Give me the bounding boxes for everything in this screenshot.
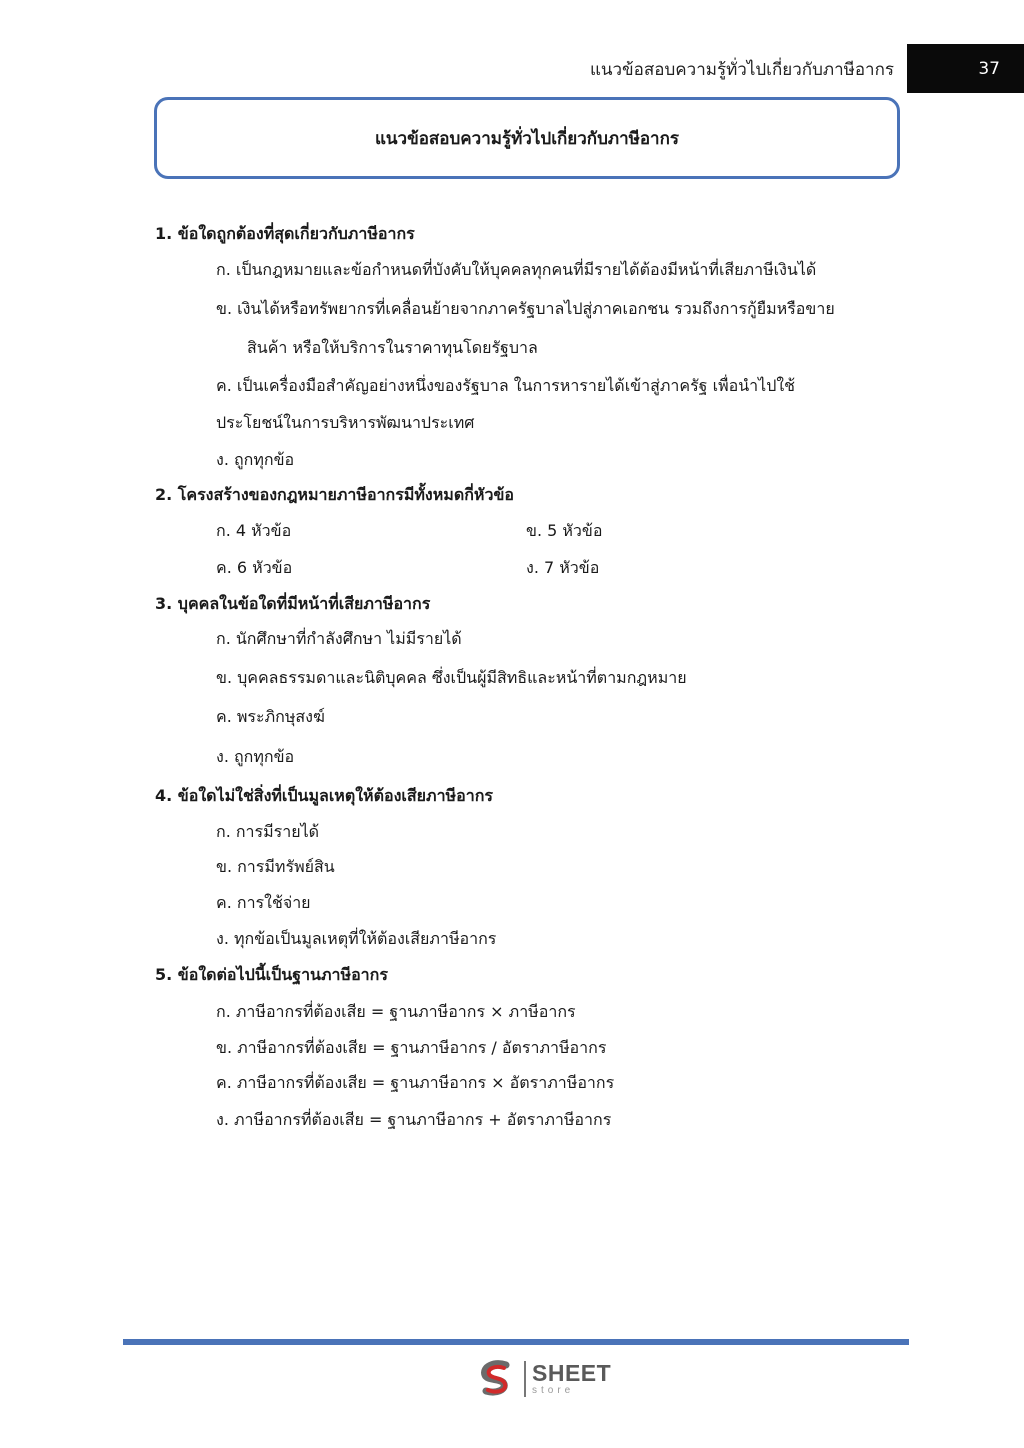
logo-separator [524,1361,526,1397]
sheet-store-logo-icon [476,1359,516,1399]
section-title-box [154,97,900,179]
page-number-tab [907,44,1024,93]
question-3: 3. บุคคลในข้อใดที่มีหน้าที่เสียภาษีอากร [155,594,431,613]
question-2-option-b: ข. 5 หัวข้อ [526,521,603,540]
page-number: 37 [978,58,1000,79]
question-3-option-c: ค. พระภิกษุสงฆ์ [216,707,325,726]
question-4-option-c: ค. การใช้จ่าย [216,893,311,912]
logo-subtext: store [532,1385,575,1396]
question-2-option-c: ค. 6 หัวข้อ [216,558,293,577]
logo-wordmark: SHEET [532,1360,612,1386]
question-1-option-c-continued: ประโยชน์ในการบริหารพัฒนาประเทศ [216,413,475,432]
question-2-option-a: ก. 4 หัวข้อ [216,521,292,540]
question-5-option-b: ข. ภาษีอากรที่ต้องเสีย = ฐานภาษีอากร / อัตราภาษีอากร [216,1038,607,1057]
question-1-option-b: ข. เงินได้หรือทรัพยากรที่เคลื่อนย้ายจากภาครัฐบาลไปสู่ภาคเอกชน รวมถึงการกู้ยืมหรือขาย [216,299,835,318]
question-4-option-a: ก. การมีรายได้ [216,822,320,841]
question-3-option-a: ก. นักศึกษาที่กำลังศึกษา ไม่มีรายได้ [216,629,462,648]
question-1-option-a: ก. เป็นกฎหมายและข้อกำหนดที่บังคับให้บุคคลทุกคนที่มีรายได้ต้องมีหน้าที่เสียภาษีเงินได้ [216,260,817,279]
question-5: 5. ข้อใดต่อไปนี้เป็นฐานภาษีอากร [155,965,388,984]
question-2: 2. โครงสร้างของกฎหมายภาษีอากรมีทั้งหมดกี่หัวข้อ [155,485,514,504]
question-5-option-c: ค. ภาษีอากรที่ต้องเสีย = ฐานภาษีอากร × อัตราภาษีอากร [216,1073,615,1092]
question-1-option-d: ง. ถูกทุกข้อ [216,450,295,469]
running-header-title: แนวข้อสอบความรู้ทั่วไปเกี่ยวกับภาษีอากร [589,60,894,80]
question-4-option-d: ง. ทุกข้อเป็นมูลเหตุที่ให้ต้องเสียภาษีอากร [216,929,497,948]
question-4-option-b: ข. การมีทรัพย์สิน [216,857,335,876]
question-3-option-b: ข. บุคคลธรรมดาและนิติบุคคล ซึ่งเป็นผู้มีสิทธิและหน้าที่ตามกฎหมาย [216,668,687,687]
question-1-option-b-continued: สินค้า หรือให้บริการในราคาทุนโดยรัฐบาล [247,338,538,357]
question-3-option-d: ง. ถูกทุกข้อ [216,747,295,766]
question-5-option-d: ง. ภาษีอากรที่ต้องเสีย = ฐานภาษีอากร + อัตราภาษีอากร [216,1110,612,1129]
section-title: แนวข้อสอบความรู้ทั่วไปเกี่ยวกับภาษีอากร [374,128,680,149]
question-1-option-c: ค. เป็นเครื่องมือสำคัญอย่างหนึ่งของรัฐบาล ในการหารายได้เข้าสู่ภาครัฐ เพื่อนำไปใช้ [216,376,796,395]
question-5-option-a: ก. ภาษีอากรที่ต้องเสีย = ฐานภาษีอากร × ภาษีอากร [216,1002,576,1021]
sheet-store-logo [476,1357,611,1401]
footer-divider [123,1339,909,1345]
question-1: 1. ข้อใดถูกต้องที่สุดเกี่ยวกับภาษีอากร [155,224,415,243]
question-4: 4. ข้อใดไม่ใช่สิ่งที่เป็นมูลเหตุให้ต้องเสียภาษีอากร [155,786,493,805]
question-2-option-d: ง. 7 หัวข้อ [526,558,600,577]
